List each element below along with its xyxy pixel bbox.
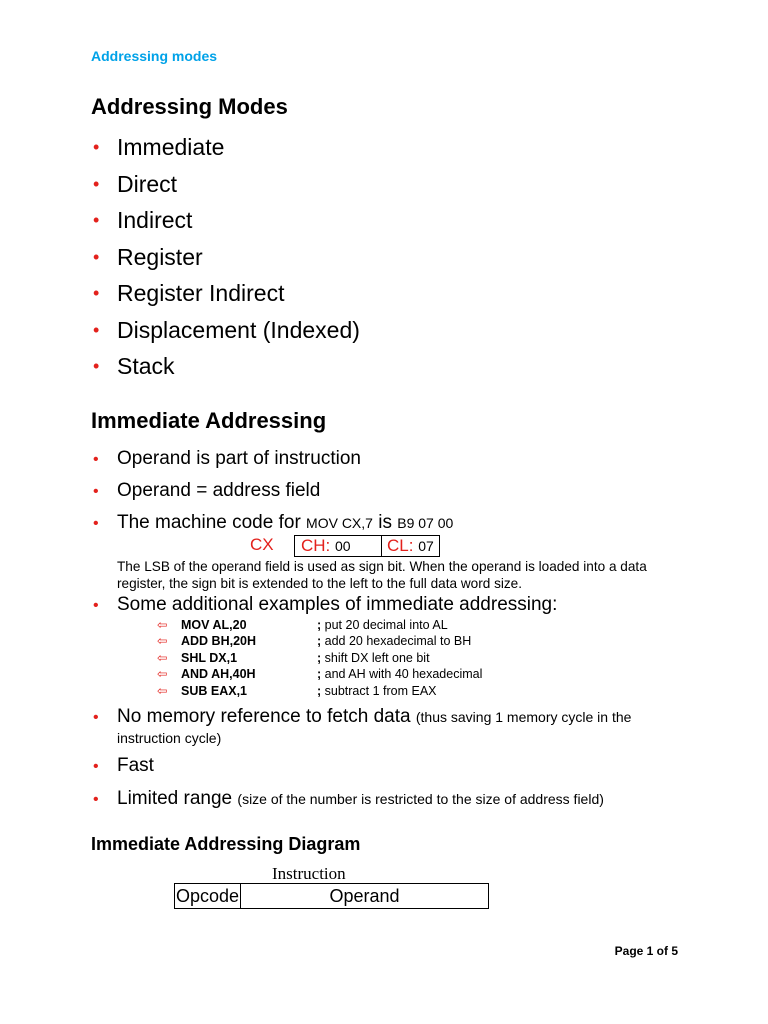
diagram-instruction-label: Instruction [272,864,346,883]
bullet-limited-range: • Limited range (size of the number is restricted to the size of address field) [93,788,604,809]
example-row: ⇦ SHL DX,1 ; shift DX left one bit [157,651,430,665]
instruction-code: MOV CX,7 [306,515,373,531]
left-arrow-icon: ⇦ [157,667,168,681]
diagram-opcode-box: Opcode [174,883,241,909]
example-row: ⇦ SUB EAX,1 ; subtract 1 from EAX [157,684,437,698]
bullet-icon: • [93,356,100,376]
left-arrow-icon: ⇦ [157,651,168,665]
bullet-machine-code: • The machine code for MOV CX,7 is B9 07 00 [93,512,454,533]
machine-code-hex: B9 07 00 [397,515,454,531]
register-breakdown [250,535,460,557]
left-arrow-icon: ⇦ [157,684,168,698]
register-ch-box: CH: 00 [294,535,382,557]
bullet-additional-examples: • Some additional examples of immediate addressing: [93,594,558,615]
list-item: • Indirect [93,204,360,241]
list-item: • Displacement (Indexed) [93,314,360,351]
bullet-no-memory-reference: • No memory reference to fetch data (thus saving 1 memory cycle in the [93,706,632,727]
section-heading-immediate-addressing: Immediate Addressing [91,408,327,433]
bullet-fast: • Fast [93,755,154,776]
list-item: • Immediate [93,131,360,168]
diagram-heading: Immediate Addressing Diagram [91,834,361,854]
bullet-icon: • [93,791,99,808]
list-item: • Direct [93,168,360,205]
bullet-operand-part: • Operand is part of instruction [93,448,361,469]
bullet-icon: • [93,597,99,614]
bullet-operand-address: • Operand = address field [93,480,321,501]
section-heading-addressing-modes: Addressing Modes [91,94,288,119]
list-item: • Register Indirect [93,277,360,314]
register-cx-label: CX [250,535,274,554]
bullet-icon: • [93,451,99,468]
bullet-icon: • [93,515,99,532]
bullet-icon: • [93,283,100,303]
list-item: • Register [93,241,360,278]
bullet-icon: • [93,246,100,267]
example-row: ⇦ ADD BH,20H ; add 20 hexadecimal to BH [157,634,472,648]
page-header: Addressing modes [91,48,218,64]
no-memory-note-continued: instruction cycle) [117,730,222,746]
example-row: ⇦ MOV AL,20 ; put 20 decimal into AL [157,618,448,632]
bullet-icon: • [93,173,100,194]
diagram-operand-box: Operand [240,883,489,909]
left-arrow-icon: ⇦ [157,618,168,632]
bullet-icon: • [93,709,99,726]
bullet-icon: • [93,483,99,500]
register-cl-box: CL: 07 [381,535,440,557]
bullet-icon: • [93,210,100,230]
bullet-icon: • [93,758,99,775]
bullet-icon: • [93,319,100,340]
left-arrow-icon: ⇦ [157,634,168,648]
list-item: • Stack [93,350,360,387]
sign-bit-paragraph: The LSB of the operand field is used as sign bit. When the operand is loaded into a data register, the sign bit is extended to the left to the full data word size. [117,559,647,591]
page-number: Page 1 of 5 [614,944,678,958]
bullet-icon: • [93,137,100,157]
example-row: ⇦ AND AH,40H ; and AH with 40 hexadecimal [157,667,483,681]
addressing-modes-list [93,131,360,387]
